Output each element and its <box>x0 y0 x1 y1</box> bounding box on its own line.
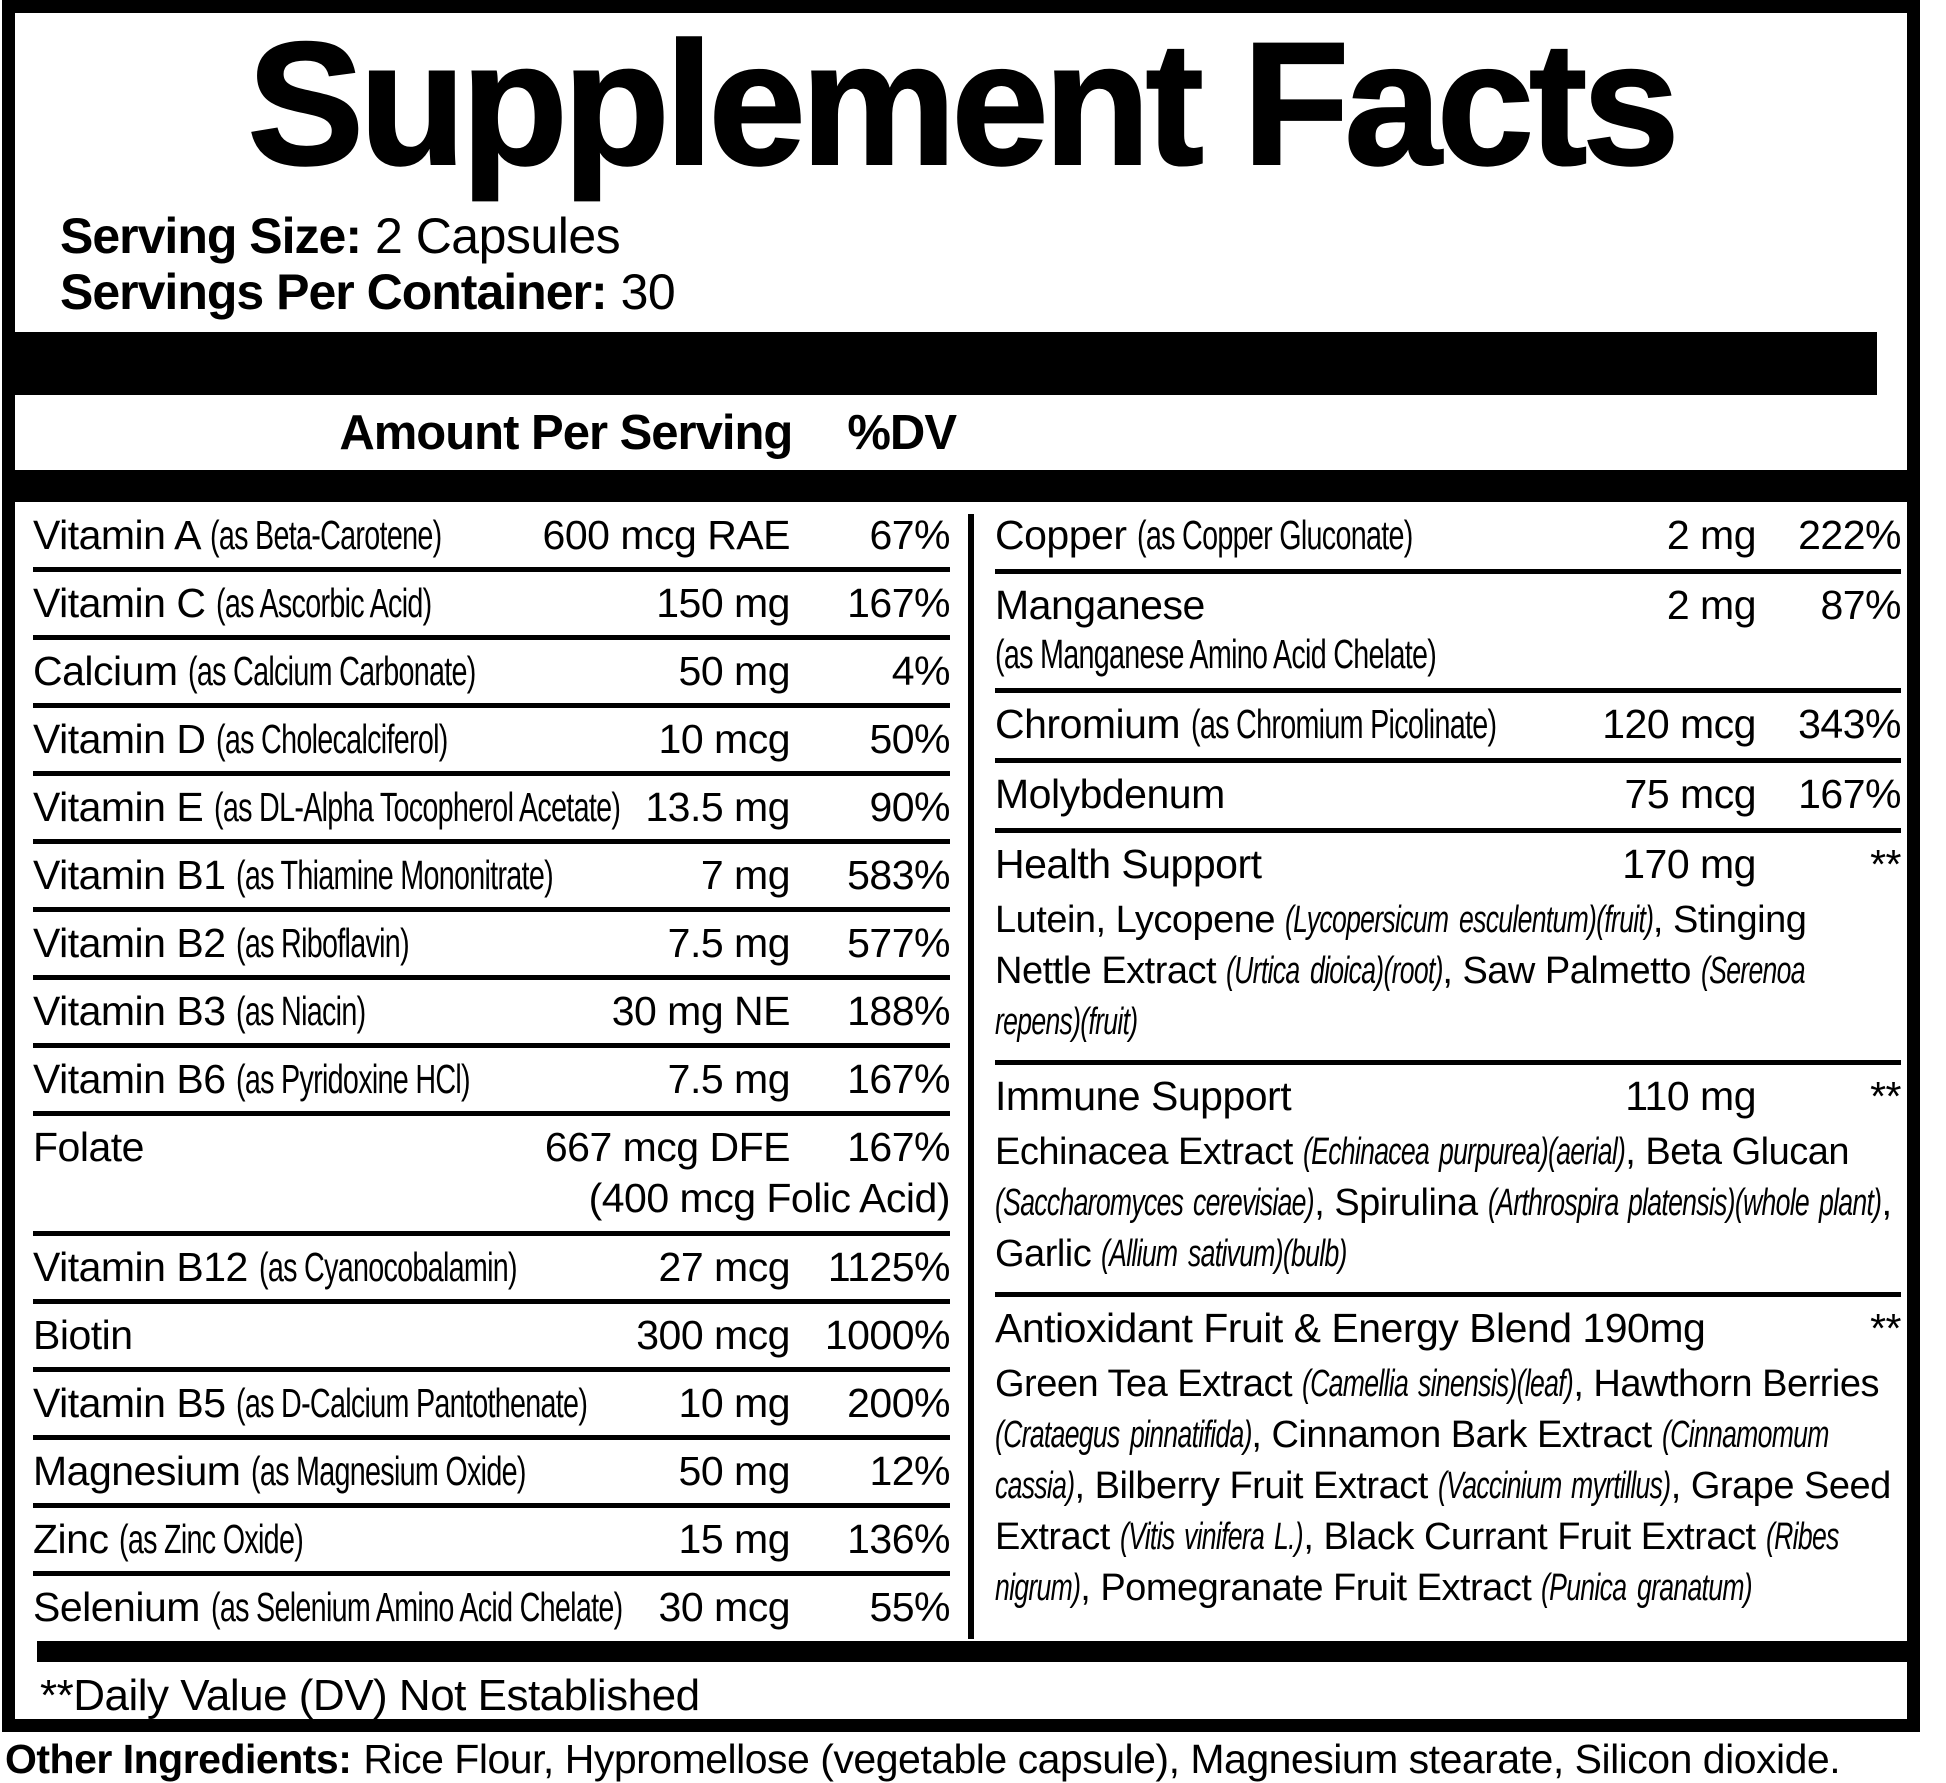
nutrient-dv: ** <box>1870 1073 1901 1120</box>
latin-name: (Arthrospira <box>1487 1182 1619 1225</box>
nutrient-dv: 1125% <box>827 1243 950 1290</box>
nutrient-name: Vitamin B2 (as Riboflavin) <box>33 920 410 967</box>
ingredient-text: , Pomegranate Fruit Extract <box>1080 1567 1542 1610</box>
nutrient-name: Vitamin D (as Cholecalciferol) <box>33 716 449 763</box>
row-head <box>995 514 1901 557</box>
nutrient-name: Folate <box>33 1124 144 1171</box>
nutrient-dv: 55% <box>869 1583 950 1630</box>
nutrient-name: Vitamin B6 (as Pyridoxine HCl) <box>33 1056 471 1103</box>
ingredient-text: , Beta Glucan <box>1625 1131 1849 1174</box>
nutrient-amount-note: (400 mcg Folic Acid) <box>588 1175 950 1222</box>
nutrient-amount: 30 mg NE <box>611 988 790 1035</box>
serving-size-value: 2 Capsules <box>375 208 621 264</box>
table-row <box>33 1304 950 1372</box>
nutrient-name: Vitamin B1 (as Thiamine Mononitrate) <box>33 852 554 899</box>
nutrient-amount: 300 mcg <box>636 1311 790 1358</box>
nutrient-name: Copper (as Copper Gluconate) <box>995 512 1414 558</box>
nutrient-name: Vitamin E (as DL-Alpha Tocopherol Acetate) <box>33 784 621 831</box>
nutrient-dv: 188% <box>847 988 950 1035</box>
nutrient-amount: 150 mg <box>656 580 790 627</box>
nutrient-dv: 583% <box>847 852 950 899</box>
latin-name: pinnatifida) <box>1129 1414 1252 1457</box>
latin-name: (Punica <box>1541 1567 1627 1610</box>
servings-per-container-label: Servings Per Container: <box>60 264 607 320</box>
nutrient-dv: 167% <box>1798 771 1901 818</box>
servings-per-container-line <box>60 264 1907 320</box>
amount-per-serving-header: Amount Per Serving <box>339 406 793 460</box>
table-row <box>33 1116 950 1235</box>
table-row <box>33 504 950 572</box>
table-row <box>33 1508 950 1576</box>
table-row <box>33 1236 950 1304</box>
table-row <box>995 763 1901 833</box>
dv-header: %DV <box>847 406 956 460</box>
ingredient-text: , Saw Palmetto <box>1442 950 1701 993</box>
nutrient-amount: 15 mg <box>678 1515 790 1562</box>
serving-size-label: Serving Size: <box>60 208 361 264</box>
ingredient-text: , Black Currant Fruit Extract <box>1303 1516 1766 1559</box>
latin-name: dioica)(root) <box>1309 950 1443 993</box>
ingredient-text: , Spirulina <box>1314 1182 1488 1225</box>
nutrient-amount: 110 mg <box>1625 1073 1756 1120</box>
nutrient-amount: 7.5 mg <box>667 1056 790 1103</box>
nutrient-form: (as D-Calcium Pantothenate) <box>236 1379 588 1426</box>
nutrient-dv: 167% <box>847 1124 950 1171</box>
nutrient-amount: 27 mcg <box>658 1243 790 1290</box>
ingredient-text: , Hawthorn Berries <box>1573 1363 1879 1406</box>
nutrient-name: Chromium (as Chromium Picolinate) <box>995 701 1497 748</box>
nutrient-dv: 136% <box>847 1515 950 1562</box>
latin-name: repens)(fruit) <box>995 1001 1138 1044</box>
table-row <box>33 1048 950 1116</box>
table-row <box>33 844 950 912</box>
latin-name: (Cinnamomum <box>1661 1414 1829 1457</box>
table-row <box>33 1440 950 1508</box>
nutrient-amount: 170 mg <box>1622 841 1756 888</box>
latin-name: (Ribes <box>1765 1516 1839 1559</box>
table-header <box>15 395 968 470</box>
latin-name: esculentum)(fruit) <box>1458 899 1654 942</box>
nutrient-amount: 120 mcg <box>1602 701 1756 748</box>
nutrient-amount: 7 mg <box>700 852 790 899</box>
latin-name: sativum)(bulb) <box>1187 1233 1347 1276</box>
row-head <box>995 773 1901 816</box>
right-column <box>974 502 1907 1639</box>
latin-name: purpurea)(aerial) <box>1439 1131 1626 1174</box>
latin-name: cerevisiae) <box>1193 1182 1315 1225</box>
nutrient-name: Zinc (as Zinc Oxide) <box>33 1515 304 1562</box>
table-row <box>995 504 1901 574</box>
latin-name: (Echinacea <box>1302 1131 1429 1174</box>
row-head <box>995 703 1901 746</box>
other-ingredients-label: Other Ingredients: <box>5 1736 352 1782</box>
table-row <box>33 572 950 640</box>
table-row <box>33 912 950 980</box>
latin-name: (Camellia <box>1302 1363 1409 1406</box>
nutrient-amount: 600 mcg RAE <box>542 512 790 558</box>
nutrient-form-note <box>995 633 1901 676</box>
nutrient-form: (as Cholecalciferol) <box>216 716 449 763</box>
latin-name: (Vaccinium <box>1437 1465 1562 1508</box>
nutrient-name: Vitamin B3 (as Niacin) <box>33 988 366 1035</box>
nutrient-amount: 10 mcg <box>658 716 790 763</box>
nutrient-name: Vitamin B12 (as Cyanocobalamin) <box>33 1243 517 1290</box>
nutrient-form: (as Magnesium Oxide) <box>251 1447 527 1494</box>
ingredient-text: Green Tea Extract <box>995 1363 1303 1406</box>
nutrient-dv: 90% <box>869 784 950 831</box>
nutrient-form: (as Calcium Carbonate) <box>188 648 477 695</box>
nutrient-dv: 4% <box>891 648 950 695</box>
row-head <box>995 1075 1901 1118</box>
nutrient-dv: 222% <box>1798 512 1901 558</box>
nutrient-amount: 10 mg <box>678 1379 790 1426</box>
ingredient-text: , Cinnamon Bark Extract <box>1251 1414 1662 1457</box>
nutrient-name: Antioxidant Fruit & Energy Blend 190mg <box>995 1305 1706 1352</box>
serving-info <box>60 208 1907 320</box>
latin-name: (Allium <box>1101 1233 1178 1276</box>
table-row <box>33 708 950 776</box>
nutrient-dv: 50% <box>869 716 950 763</box>
nutrient-dv: 167% <box>847 1056 950 1103</box>
latin-name: L.) <box>1274 1516 1304 1559</box>
table-row <box>33 1372 950 1440</box>
nutrient-amount: 2 mg <box>1666 512 1756 558</box>
latin-name: (Saccharomyces <box>995 1182 1184 1225</box>
table-row <box>33 640 950 708</box>
nutrient-amount: 2 mg <box>1666 582 1756 629</box>
nutrient-form: (as Manganese Amino Acid Chelate) <box>995 631 1437 678</box>
nutrient-form: (as Ascorbic Acid) <box>216 580 432 627</box>
ingredient-text: , Stinging Nettle Extract <box>995 899 1807 993</box>
nutrient-form: (as Chromium Picolinate) <box>1190 701 1497 748</box>
nutrient-form: (as DL-Alpha Tocopherol Acetate) <box>214 784 621 831</box>
nutrient-name: Calcium (as Calcium Carbonate) <box>33 648 477 695</box>
table-row <box>995 833 1901 1065</box>
nutrient-form: (as Selenium Amino Acid Chelate) <box>210 1583 623 1630</box>
serving-size-line <box>60 208 1907 264</box>
latin-name: (Serenoa <box>1700 950 1805 993</box>
table-row <box>995 1297 1901 1626</box>
blend-ingredients <box>995 1359 1901 1614</box>
table-row <box>33 776 950 844</box>
row-head <box>995 1307 1901 1350</box>
latin-name: granatum) <box>1636 1567 1752 1610</box>
page-title: Supplement Facts <box>247 7 1675 202</box>
blend-ingredients <box>995 1127 1901 1280</box>
nutrient-form: (as Pyridoxine HCl) <box>236 1056 471 1103</box>
nutrient-dv: 87% <box>1820 582 1901 629</box>
nutrient-name: Vitamin B5 (as D-Calcium Pantothenate) <box>33 1379 588 1426</box>
nutrient-amount: 75 mcg <box>1624 771 1756 818</box>
ingredient-text: , Grape Seed Extract <box>995 1465 1891 1559</box>
nutrient-dv: ** <box>1870 1305 1901 1352</box>
ingredient-text: Lutein, Lycopene <box>995 899 1286 942</box>
latin-name: platensis)(whole <box>1628 1182 1810 1225</box>
latin-name: (Crataegus <box>995 1414 1120 1457</box>
separator-bar-top <box>15 332 1877 395</box>
nutrient-table <box>15 502 1907 1639</box>
row-head <box>995 843 1901 886</box>
nutrient-name: Molybdenum <box>995 771 1225 818</box>
nutrient-name: Biotin <box>33 1311 133 1358</box>
separator-bar-bottom <box>37 1641 1907 1662</box>
nutrient-name: Health Support <box>995 841 1262 888</box>
latin-name: cassia) <box>995 1465 1075 1508</box>
nutrient-form: (as Zinc Oxide) <box>119 1515 304 1562</box>
nutrient-amount: 50 mg <box>678 1447 790 1494</box>
table-row <box>995 1065 1901 1297</box>
nutrient-amount: 30 mcg <box>658 1583 790 1630</box>
supplement-facts-panel <box>2 0 1920 1732</box>
row-head <box>995 584 1901 627</box>
nutrient-dv: 67% <box>869 512 950 558</box>
nutrient-dv: 167% <box>847 580 950 627</box>
nutrient-form: (as Riboflavin) <box>236 920 410 967</box>
latin-name: (Urtica <box>1226 950 1300 993</box>
nutrient-amount: 50 mg <box>678 648 790 695</box>
blend-ingredients <box>995 895 1901 1048</box>
latin-name: (Vitis <box>1119 1516 1175 1559</box>
table-row <box>33 1576 950 1639</box>
dv-footnote: **Daily Value (DV) Not Established <box>40 1670 700 1720</box>
nutrient-name: Vitamin A (as Beta-Carotene) <box>33 512 442 558</box>
table-row <box>995 574 1901 693</box>
nutrient-name: Magnesium (as Magnesium Oxide) <box>33 1447 527 1494</box>
ingredient-text: , Garlic <box>995 1182 1892 1276</box>
nutrient-dv: 200% <box>847 1379 950 1426</box>
latin-name: vinifera <box>1184 1516 1265 1559</box>
nutrient-name: Manganese <box>995 582 1205 629</box>
ingredient-text: , Bilberry Fruit Extract <box>1074 1465 1438 1508</box>
nutrient-dv: 577% <box>847 920 950 967</box>
latin-name: myrtillus) <box>1571 1465 1671 1508</box>
nutrient-amount: 667 mcg DFE <box>544 1124 790 1171</box>
nutrient-form: (as Thiamine Mononitrate) <box>236 852 554 899</box>
latin-name: nigrum) <box>995 1567 1081 1610</box>
nutrient-name: Immune Support <box>995 1073 1292 1120</box>
nutrient-dv: ** <box>1870 841 1901 888</box>
nutrient-dv: 343% <box>1798 701 1901 748</box>
nutrient-form: (as Cyanocobalamin) <box>258 1243 517 1290</box>
other-ingredients-value: Rice Flour, Hypromellose (vegetable capsule), Magnesium stearate, Silicon dioxide. <box>363 1736 1841 1782</box>
ingredient-text: Echinacea Extract <box>995 1131 1303 1174</box>
table-row <box>995 693 1901 763</box>
latin-name: sinensis)(leaf) <box>1418 1363 1574 1406</box>
other-ingredients <box>5 1736 1840 1783</box>
servings-per-container-value: 30 <box>620 264 676 320</box>
nutrient-name: Vitamin C (as Ascorbic Acid) <box>33 580 432 627</box>
nutrient-amount: 13.5 mg <box>645 784 790 831</box>
nutrient-amount: 7.5 mg <box>667 920 790 967</box>
separator-bar-header <box>15 470 1907 502</box>
nutrient-form: (as Copper Gluconate) <box>1137 512 1414 558</box>
latin-name: (Lycopersicum <box>1285 899 1449 942</box>
table-row <box>33 980 950 1048</box>
latin-name: plant) <box>1819 1182 1882 1225</box>
nutrient-form: (as Niacin) <box>236 988 366 1035</box>
left-column <box>15 502 968 1639</box>
nutrient-dv: 12% <box>869 1447 950 1494</box>
nutrient-form: (as Beta-Carotene) <box>209 512 442 558</box>
nutrient-name: Selenium (as Selenium Amino Acid Chelate) <box>33 1583 623 1630</box>
nutrient-dv: 1000% <box>824 1311 950 1358</box>
